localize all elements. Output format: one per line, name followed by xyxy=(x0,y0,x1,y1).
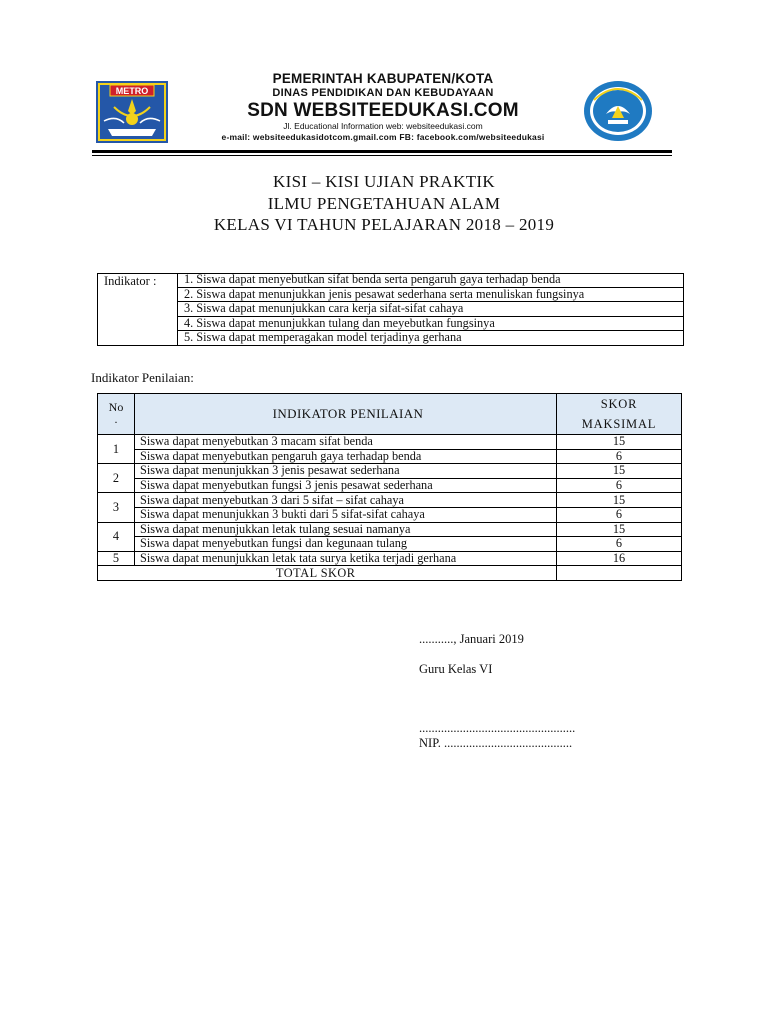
table-row xyxy=(98,537,682,552)
indikator-item: 5. Siswa dapat memperagakan model terjadinya gerhana xyxy=(177,331,684,346)
row-indikator: Siswa dapat menunjukkan letak tulang sesuai namanya xyxy=(135,522,557,537)
letterhead-school-name: SDN WEBSITEEDUKASI.COM xyxy=(247,100,519,121)
row-indikator: Siswa dapat menunjukkan 3 bukti dari 5 sifat-sifat cahaya xyxy=(135,507,557,522)
indikator-item: 3. Siswa dapat menunjukkan cara kerja sifat-sifat cahaya xyxy=(177,302,684,317)
total-row xyxy=(98,566,682,581)
header-skor: SKOR MAKSIMAL xyxy=(557,394,682,435)
row-skor: 15 xyxy=(557,435,682,450)
header-no: No . xyxy=(98,394,135,435)
letterhead-government: PEMERINTAH KABUPATEN/KOTA xyxy=(272,71,494,86)
table-row xyxy=(98,435,682,450)
indikator-label: Indikator : xyxy=(104,274,157,288)
logo-lettering: METRO xyxy=(115,86,149,96)
row-indikator: Siswa dapat menyebutkan fungsi dan kegunaan tulang xyxy=(135,537,557,552)
letterhead-rule-thick xyxy=(92,150,672,153)
letterhead-address: Jl. Educational Information web: websiteedukasi.com xyxy=(283,121,483,131)
document-class-year: KELAS VI TAHUN PELAJARAN 2018 – 2019 xyxy=(213,215,555,234)
row-skor: 15 xyxy=(557,464,682,479)
row-skor: 16 xyxy=(557,551,682,566)
row-skor: 6 xyxy=(557,449,682,464)
letterhead-department: DINAS PENDIDIKAN DAN KEBUDAYAAN xyxy=(272,87,494,99)
indikator-item: 2. Siswa dapat menunjukkan jenis pesawat sederhana serta menuliskan fungsinya xyxy=(177,288,684,303)
row-indikator: Siswa dapat menyebutkan 3 macam sifat benda xyxy=(135,435,557,450)
indikator-item: 1. Siswa dapat menyebutkan sifat benda serta pengaruh gaya terhadap benda xyxy=(177,273,684,288)
letterhead-contact: e-mail: websiteedukasidotcom.gmail.com FB: facebook.com/websiteedukasi xyxy=(221,132,545,142)
total-value xyxy=(557,566,682,581)
table-row xyxy=(98,464,682,479)
table-row xyxy=(98,522,682,537)
indikator-item: 4. Siswa dapat menunjukkan tulang dan meyebutkan fungsinya xyxy=(177,317,684,332)
table-row xyxy=(98,551,682,566)
score-table xyxy=(97,393,682,581)
row-indikator: Siswa dapat menyebutkan 3 dari 5 sifat – sifat cahaya xyxy=(135,493,557,508)
row-number: 5 xyxy=(98,551,135,566)
signature-name-line: .................................................. xyxy=(419,721,576,735)
row-skor: 6 xyxy=(557,537,682,552)
row-indikator: Siswa dapat menyebutkan pengaruh gaya terhadap benda xyxy=(135,449,557,464)
letterhead-rule-thin xyxy=(92,155,672,156)
indikator-list xyxy=(177,273,684,346)
signature-date: ..........., Januari 2019 xyxy=(419,632,524,646)
row-skor: 15 xyxy=(557,522,682,537)
signature-nip: NIP. ......................................... xyxy=(419,736,573,750)
row-number: 3 xyxy=(98,493,135,522)
table-row xyxy=(98,507,682,522)
row-skor: 6 xyxy=(557,478,682,493)
score-table-header xyxy=(98,394,682,435)
document-subject: ILMU PENGETAHUAN ALAM xyxy=(267,194,501,213)
row-indikator: Siswa dapat menunjukkan letak tata surya ketika terjadi gerhana xyxy=(135,551,557,566)
document-title: KISI – KISI UJIAN PRAKTIK xyxy=(273,172,495,191)
metro-city-logo xyxy=(96,81,168,143)
tut-wuri-handayani-logo xyxy=(582,80,654,142)
row-indikator: Siswa dapat menunjukkan 3 jenis pesawat sederhana xyxy=(135,464,557,479)
row-indikator: Siswa dapat menyebutkan fungsi 3 jenis pesawat sederhana xyxy=(135,478,557,493)
table-row xyxy=(98,478,682,493)
table-row xyxy=(98,493,682,508)
penilaian-label: Indikator Penilaian: xyxy=(91,370,194,385)
total-label: TOTAL SKOR xyxy=(98,566,557,581)
row-number: 4 xyxy=(98,522,135,551)
row-skor: 6 xyxy=(557,507,682,522)
row-number: 2 xyxy=(98,464,135,493)
signature-role: Guru Kelas VI xyxy=(419,662,493,676)
header-indikator: INDIKATOR PENILAIAN xyxy=(135,394,557,435)
row-skor: 15 xyxy=(557,493,682,508)
table-row xyxy=(98,449,682,464)
row-number: 1 xyxy=(98,435,135,464)
